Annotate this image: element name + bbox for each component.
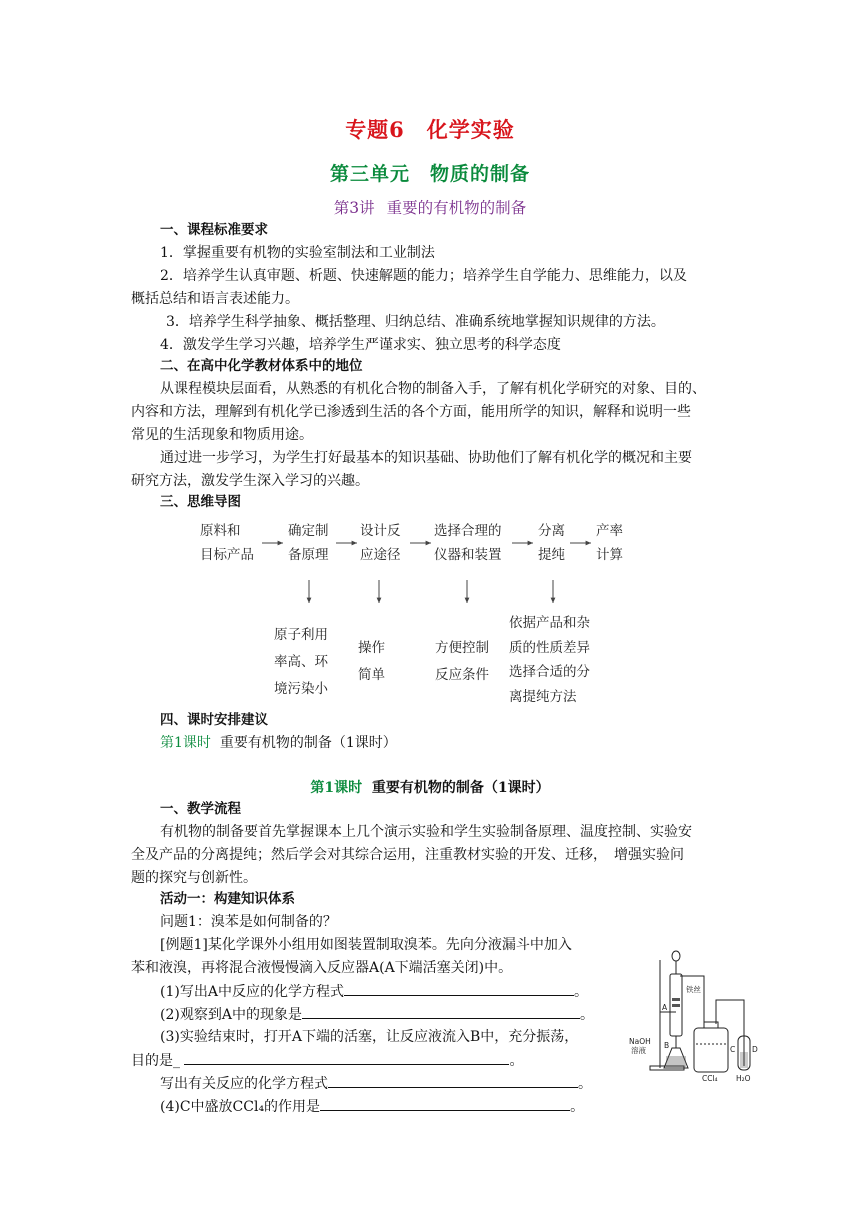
section-2-heading: 二、在高中化学教材体系中的地位: [160, 358, 363, 374]
section-1-heading: 一、课程标准要求: [160, 222, 268, 238]
label-ccl4: CCl₄: [702, 1074, 718, 1083]
sub-question-4: (4)C中盛放CCl₄的作用是 。: [160, 1096, 584, 1117]
lesson-heading-title: 重要有机物的制备（1课时）: [371, 780, 550, 796]
s1-item-2-cont: 概括总结和语言表述能力。: [131, 291, 299, 307]
section-3-heading: 三、思维导图: [160, 494, 241, 510]
sub-question-3-cont: 目的是_ 。: [131, 1050, 523, 1071]
lecture-name: 重要的有机物的制备: [386, 199, 527, 217]
s1-item-1: 1．掌握重要有机物的实验室制法和工业制法: [160, 245, 435, 261]
flow-text-l3: 题的探究与创新性。: [131, 870, 257, 886]
label-c: C: [730, 1045, 736, 1054]
mind-map-note-4: 依据产品和杂 质的性质差异 选择合适的分 离提纯方法: [509, 615, 590, 705]
s1-item-3: 3．培养学生科学抽象、概括整理、归纳总结、准确系统地掌握知识规律的方法。: [166, 314, 665, 330]
label-iron-wire: 铁丝: [686, 985, 701, 994]
section-4-heading: 四、课时安排建议: [160, 712, 268, 728]
s2-p1-l3: 常见的生活现象和物质用途。: [131, 427, 313, 443]
lesson-link-line: [160, 733, 397, 753]
sub-question-1: (1)写出A中反应的化学方程式 。: [160, 981, 588, 1002]
label-h2o: H₂O: [736, 1074, 751, 1083]
s1-item-4: 4．激发学生学习兴趣，培养学生严谨求实、独立思考的科学态度: [160, 337, 561, 353]
mind-map-note-3: 方便控制 反应条件: [435, 640, 489, 683]
s2-p1-l2: 内容和方法，理解到有机化学已渗透到生活的各个方面，能用所学的知识，解释和说明一些: [131, 404, 691, 420]
mind-map-step-3: 设计反 应途径: [360, 523, 401, 563]
flow-heading: 一、教学流程: [160, 801, 241, 817]
answer-blank-5[interactable]: [320, 1096, 570, 1111]
mind-map-step-2: 确定制 备原理: [288, 523, 329, 563]
s1-item-2: 2．培养学生认真审题、析题、快速解题的能力；培养学生自学能力、思维能力，以及: [160, 268, 687, 284]
sub-question-3: (3)实验结束时，打开A下端的活塞，让反应液流入B中，充分振荡，: [160, 1029, 579, 1045]
s2-p1-l1: 从课程模块层面看，从熟悉的有机化合物的制备入手，了解有机化学研究的对象、目的、: [160, 381, 706, 397]
lesson-heading-number: 第1课时: [310, 780, 363, 796]
s2-p2-l2: 研究方法，激发学生深入学习的兴趣。: [131, 473, 369, 489]
answer-blank-2[interactable]: [302, 1004, 580, 1019]
activity-heading: 活动一：构建知识体系: [160, 891, 295, 907]
answer-blank-4[interactable]: [328, 1073, 578, 1088]
sub-question-3-eq: 写出有关反应的化学方程式 。: [160, 1073, 592, 1094]
bromobenzene-apparatus-diagram: [624, 940, 774, 1085]
example-l2: 苯和液溴，再将混合液慢慢滴入反应器A(A下端活塞关闭)中。: [131, 960, 513, 976]
topic-title: 专题6 化学实验: [345, 117, 515, 142]
separatory-funnel: [672, 951, 680, 961]
lecture-number: 第3讲: [333, 199, 375, 217]
lesson-heading: [0, 777, 860, 797]
label-a: A: [662, 1003, 668, 1012]
mind-map-step-4: 选择合理的 仪器和装置: [434, 523, 502, 563]
label-naoh: NaOH: [629, 1037, 651, 1046]
flow-text-l1: 有机物的制备要首先掌握课本上几个演示实验和学生实验制备原理、温度控制、实验安: [160, 824, 692, 840]
sub-question-2: (2)观察到A中的现象是 。: [160, 1004, 594, 1025]
flow-text-l2: 全及产品的分离提纯；然后学会对其综合运用，注重教材实验的开发、迁移， 增强实验问: [131, 847, 684, 863]
answer-blank-1[interactable]: [344, 981, 574, 996]
question-1: 问题1：溴苯是如何制备的？: [160, 914, 337, 930]
label-d: D: [752, 1045, 758, 1054]
lesson-link-title: 重要有机物的制备（1课时）: [219, 735, 397, 751]
mind-map-step-5: 分离 提纯: [538, 523, 565, 563]
label-solution: 溶液: [631, 1046, 646, 1055]
mind-map-step-6: 产率 计算: [596, 523, 623, 563]
bottle-c: [694, 1028, 728, 1072]
mind-map-note-1: 原子利用 率高、环 境污染小: [274, 627, 328, 697]
lesson-link-number[interactable]: 第1课时: [160, 735, 211, 751]
answer-blank-3[interactable]: [184, 1050, 509, 1065]
unit-title: 第三单元 物质的制备: [329, 163, 530, 185]
s2-p2-l1: 通过进一步学习，为学生打好最基本的知识基础、协助他们了解有机化学的概况和主要: [160, 450, 692, 466]
label-b: B: [664, 1041, 670, 1050]
example-l1: [例题1]某化学课外小组用如图装置制取溴苯。先向分液漏斗中加入: [160, 937, 572, 953]
mind-map-note-2: 操作 简单: [358, 640, 385, 683]
mind-map-step-1: 原料和 目标产品: [200, 523, 254, 563]
